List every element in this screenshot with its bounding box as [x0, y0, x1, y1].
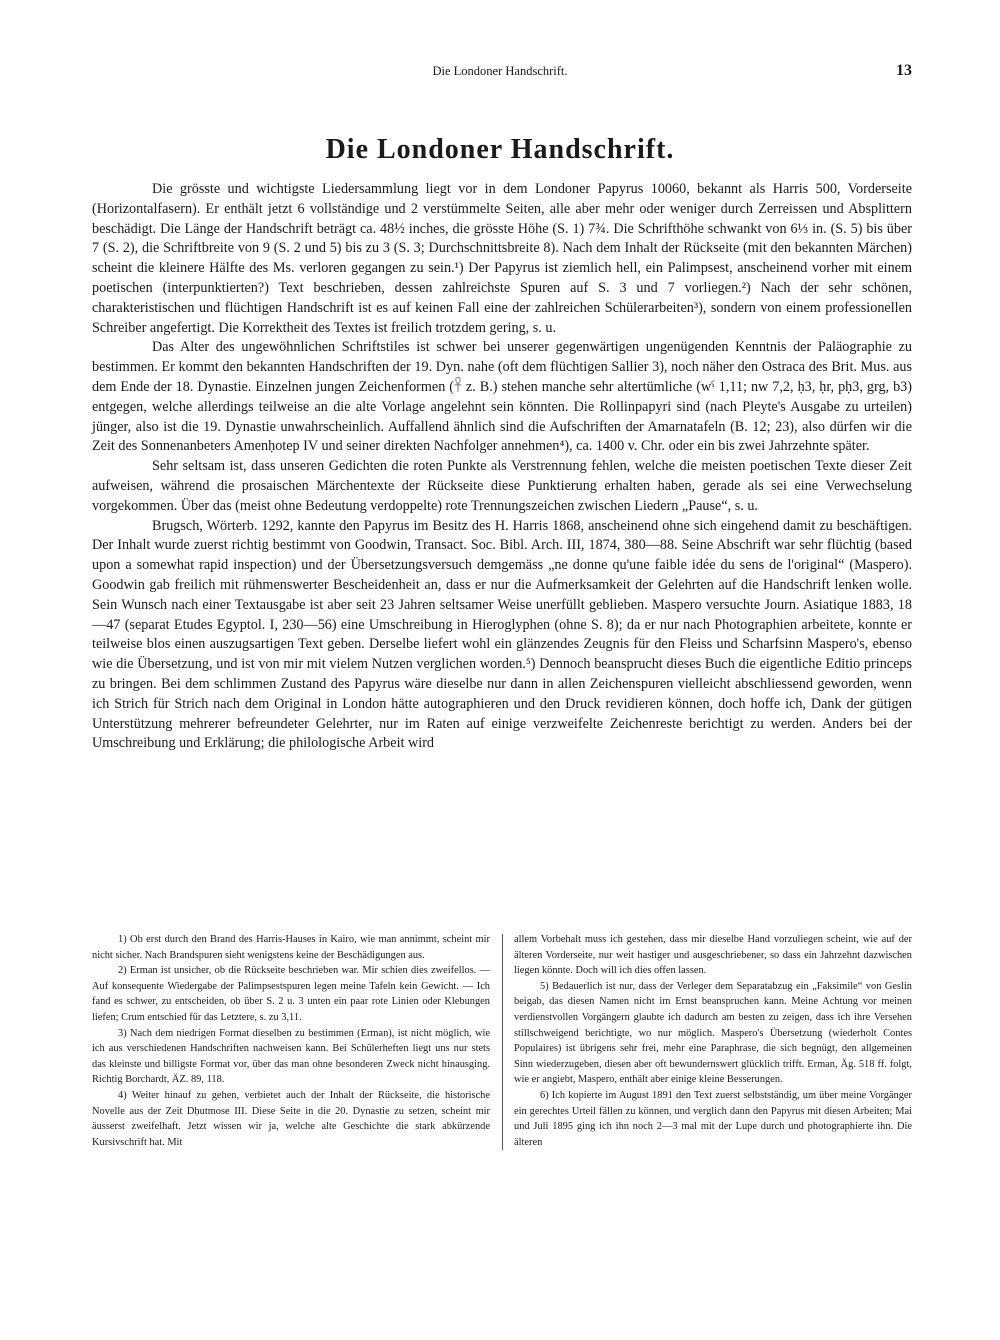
footnote: 4) Weiter hinauf zu gehen, verbietet auch der Inhalt der Rückseite, die historische Novelle aus der Zeit Dḥutmose III. Diese Seite in die 20. Dynastie zu setzen, scheint mir äusserst zweifelhaft. Jetzt wissen wir ja, welche alte Geschichte die stark abkürzende Kursivschrift hat. Mit — [92, 1089, 490, 1148]
footnotes — [92, 932, 912, 1150]
footnote: 1) Ob erst durch den Brand des Harris-Hauses in Kairo, wie man annimmt, scheint mir nicht sicher. Nach Brandspuren sieht wenigstens keine der Beschädigungen aus. — [92, 934, 490, 961]
footnote: 6) Ich kopierte im August 1891 den Text zuerst selbstständig, um über meine Vorgänger ein gerechtes Urteil fällen zu können, und verglich dann den Papyrus mit diesen Arbeiten; Mai und Juli 1895 ging ich ihn noch 2—3 mal mit der Lupe durch und photographierte ihn. Die älteren — [514, 1089, 912, 1148]
footnote: 2) Erman ist unsicher, ob die Rückseite beschrieben war. Mir schien dies zweifellos. — Auf konsequente Wiedergabe der Palimpsestspuren legen meine Tafeln kein Gewicht. — Ich fand es schwer, zu entscheiden, ob über S. 2 u. 3 unten ein paar rote Linien oder Klebungen liefen; Crum entschied für das Letztere, s. zu 3,11. — [92, 965, 490, 1023]
page-number: 13 — [896, 62, 912, 79]
chapter-title: Die Londoner Handschrift. — [325, 134, 675, 165]
paragraph: Brugsch, Wörterb. 1292, kannte den Papyrus im Besitz des H. Harris 1868, anscheinend ohne sich eingehend damit zu beschäftigen. Der Inhalt wurde zuerst richtig bestimmt von Goodwin, Transact. Soc. Bibl. Arch. III, 1874, 380—88. Seine Abschrift war sehr flüchtig (based upon a somewhat rapid inspection) und der Übersetzungsversuch demgemäss „ne donne qu'une faible idée du sens de l'original“ (Maspero). Goodwin gab freilich mit rühmenswerter Bescheidenheit an, dass er nur die Aufmerksamkeit der Gelehrten auf die Handschrift lenken wolle. Sein Wunsch nach einer Textausgabe ist aber seit 23 Jahren seltsamer Weise unerfüllt geblieben. Maspero versuchte Journ. Asiatique 1883, 18—47 (separat Etudes Egyptol. I, 230—56) eine Umschreibung in Hieroglyphen (ohne S. 8); da er nur nach Photographien arbeitete, konnte er teilweise blos einen auszugsartigen Text geben. Derselbe liefert wohl ein glänzendes Zeugnis für den Fleiss und Scharfsinn Maspero's, ebenso wie die Übersetzung, und ist von mir mit vielem Nutzen verglichen worden.⁵) Dennoch beansprucht dieses Buch die eigentliche Editio princeps zu bringen. Bei dem schlimmen Zustand des Papyrus wäre dieselbe nur dann in allen Zeichenspuren vielleicht abschliessend geworden, wenn ich Strich für Strich nach dem Original in London hätte autographieren und den Druck revidieren können, doch hoffe ich, Dank der gütigen Unterstützung mehrerer befreundeter Gelehrter, nur im Raten auf einige verzweifelte Zeichenreste berichtigt zu werden. Anders bei der Umschreibung und Erklärung; die philologische Arbeit wird — [92, 517, 912, 752]
body-text — [92, 180, 912, 754]
footnote-column-right — [514, 932, 912, 1150]
paragraph: Die grösste und wichtigste Liedersammlung liegt vor in dem Londoner Papyrus 10060, bekannt als Harris 500, Vorderseite (Horizontalfasern). Er enthält jetzt 6 vollständige und 2 verstümmelte Seiten, alle aber mehr oder weniger durch Zerreissen und Absplittern beschädigt. Die Länge der Handschrift beträgt ca. 48½ inches, die grösste Höhe (S. 1) 7¾. Die Schrifthöhe schwankt von 6⅓ in. (S. 5) bis über 7 (S. 2), die Schriftbreite von 9 (S. 2 und 5) bis zu 3 (S. 3; Durchschnittsbreite 8). Nach dem Inhalt der Rückseite (mit den bekannten Märchen) scheint die kleinere Hälfte des Ms. verloren gegangen zu sein.¹) Der Papyrus ist ziemlich hell, ein Palimpsest, anscheinend vorher mit einem poetischen (interpunktierten?) Text beschrieben, dessen zahlreichste Spuren auf S. 3 und 7 vorliegen.²) Nach der sehr schönen, charakteristischen und flüchtigen Handschrift ist es auf keinen Fall eine der zahlreichen Schülerarbeiten³), sondern von einem professionellen Schreiber angefertigt. Die Korrektheit des Textes ist freilich trotzdem gering, s. u. — [92, 181, 912, 336]
footnote: 3) Nach dem niedrigen Format dieselben zu bestimmen (Erman), ist nicht möglich, wie ich aus verschiedenen Handschriften nachweisen kann. Bei Schülerheften liegt uns nur stets das kleinste und billigste Format vor, über das man ohne besonderen Zweck nicht hinausging. Richtig Borchardt, ÄZ. 89, 118. — [92, 1027, 490, 1086]
footnote-column-left — [92, 932, 490, 1150]
footnote-continuation: allem Vorbehalt muss ich gestehen, dass mir dieselbe Hand vorzuliegen scheint, wie auf der älteren Vorderseite, nur weit hastiger und ausgeschriebener, so dass ein Jahrzehnt dazwischen liegen könnte. Doch will ich dies offen lassen. — [514, 934, 912, 977]
column-divider — [502, 934, 503, 1150]
running-head: Die Londoner Handschrift. — [432, 64, 568, 78]
footnote: 5) Bedauerlich ist nur, dass der Verleger dem Separatabzug ein „Faksimile“ von Geslin beigab, das diesen Namen nicht im Ernst beanspruchen kann. Meine Achtung vor meinen verdienstvollen Vorgängern glaubte ich dadurch am besten zu zeigen, dass ich ihre Versehen stillschweigend berichtigte, wo nur möglich. Maspero's Übersetzung (wiederholt Contes Populaires) ist übrigens sehr frei, mehr eine Paraphrase, die sich begnügt, den allgemeinen Sinn wiederzugeben, diesen aber oft bewundernswert glücklich trifft. Erman, Äg. 518 ff. folgt, wie er angiebt, Maspero, enthält aber einige kleine Besserungen. — [514, 980, 912, 1086]
paragraph: Das Alter des ungewöhnlichen Schriftstiles ist schwer bei unserer gegenwärtigen ungenügenden Kenntnis der Paläographie zu bestimmen. Er kommt den bekannten Handschriften der 19. Dyn. nahe (oft dem flüchtigen Sallier 3), noch näher den Ostraca des Brit. Mus. aus dem Ende der 18. Dynastie. Einzelnen jungen Zeichenformen (𓋹 z. B.) stehen manche sehr altertümliche (wˁ 1,11; nw 7,2, ḥ3, ḥr, pḥ3, grg, b3) entgegen, welche allerdings teilweise an die alte Vorlage angelehnt sein könnten. Die Rollinpapyri sind (nach Pleyte's Ausgabe zu urteilen) jünger, also ist die 19. Dynastie unwahrscheinlich. Auffallend ähnlich sind die Aufschriften der Amarnatafeln (B. 12; 23), also dürfen wir die Zeit des Sonnenanbeters Amenḥotep IV und seiner direkten Nachfolger annehmen⁴), ca. 1400 v. Chr. oder ein bis zwei Jahrzehnte später. — [92, 339, 912, 455]
paragraph: Sehr seltsam ist, dass unseren Gedichten die roten Punkte als Verstrennung fehlen, welche die meisten poetischen Texte dieser Zeit aufweisen, während die prosaischen Märchentexte der Rückseite diese Punktierung erhalten haben, gerade als sei eine Verwechselung vorgekommen. Über das (meist ohne Bedeutung verdoppelte) rote Trennungszeichen zwischen Liedern „Pause“, s. u. — [92, 458, 912, 514]
